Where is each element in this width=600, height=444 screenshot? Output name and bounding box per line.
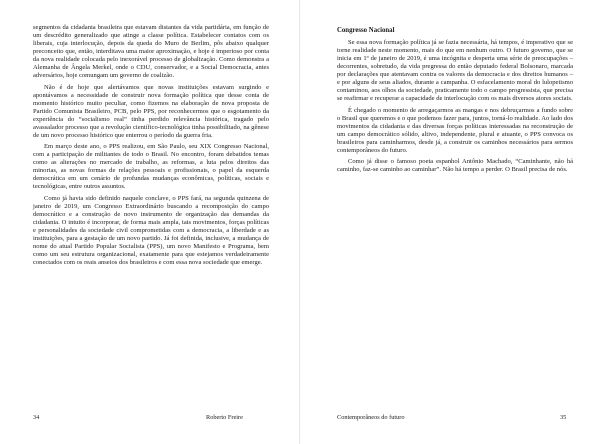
- left-paragraph-1: segmentos da cidadania brasileira que estavam distantes da vida partidária, em função de um descrédito generalizado que atinge a classe política. Estabelecer contatos com os liberais, cuja interlocução, depois da queda do Muro de Berlim, pôs abaixo qualquer preconceito que, então, interditava uma maior aproximação, e hoje é imperioso por conta da nova realidade colocada pelo inexorável processo de globalização. Como demonstra a Alemanha de Ângela Merkel, onde o CDU, conservador, e a Social Democracia, antes adversários, hoje comungam um governo de coalizão.: [33, 24, 269, 80]
- right-running-head: Contemporâneos do futuro: [337, 414, 405, 421]
- left-page-number: 34: [33, 414, 40, 421]
- left-paragraph-4: Como já havia sido definido naquele conclave, o PPS fará, na segunda quinzena de janeiro de 2019, um Congresso Extraordinário buscando a recomposição do campo democrático e a construção de novo instrumento de organização das demandas da cidadania. O intuito é incorporar, de forma mais ampla, tais movimentos, forças políticas e personalidades da sociedade civil comprometidas com a democracia, a liberdade e as instituições, para a gestação de um novo partido. Já foi definida, inclusive, a mudança de nome do atual Partido Popular Socialista (PPS), um novo Manifesto e Programa, bem como um seu estrutura organizacional, exatamente para que estejamos verdadeiramente conectados com os reais anseios dos brasileiros e com essa nova sociedade que emerge.: [33, 194, 269, 266]
- right-page-number: 35: [560, 414, 567, 421]
- right-paragraph-2: É chegado o momento de arregaçarmos as mangas e nos debruçarmos a fundo sobre o Brasil que queremos e o que podemos fazer para, juntos, torná-lo realidade. Ao lado dos movimentos da cidadania e das diversas forças políticas interessadas na reconstrução de um campo democrático sólido, altivo, independente, plural e atuante, o PPS convoca os brasileiros para caminharmos, desde já, a construir os caminhos necessários para sermos contemporâneos do futuro.: [337, 106, 573, 154]
- left-paragraph-2: Não é de hoje que alertávamos que novas instituições estavam surgindo e apontávamos a necessidade de construir nova formação política que desse conta de momento histórico muito peculiar, como fizemos na elaboração de nova proposta de Partido Comunista Brasileiro, PCB, pelo PPS, por reconhecermos que o esgotamento da experiência do “socialismo real” tinha perdido relevância histórica, tragado pelo avassalador processo que a revolução científico-tecnológica tinha possibilitado, na gênese de um novo processo histórico que enterrou o período da guerra fria.: [33, 83, 269, 139]
- left-running-head: Roberto Freire: [206, 414, 243, 421]
- section-heading: Congresso Nacional: [337, 27, 395, 34]
- right-paragraph-3: Como já disse o famoso poeta espanhol Antônio Machado, “Caminhante, não há caminho, faz-se caminho ao caminhar”. Não há tempo a perder. O Brasil precisa de nós.: [337, 158, 573, 174]
- left-paragraph-3: Em março deste ano, o PPS realizou, em São Paulo, seu XIX Congresso Nacional, com a participação de militantes de todo o Brasil. No encontro, foram debatidos temas como as alterações no mercado de trabalho, as reformas, a luta pelos direitos das minorias, as novas formas de relações pessoais e profissionais, o papel da esquerda democrática em um cenário de profundas mudanças econômicas, políticas, sociais e tecnológicas, entre outros assuntos.: [33, 143, 269, 191]
- right-page-body: [337, 24, 573, 177]
- right-paragraph-1: Se essa nova formação política já se fazia necessária, há tempos, é imperativo que se torne realidade neste momento, mais do que em nenhum outro. O futuro governo, que se inicia em 1º de janeiro de 2019, é uma incógnita e desperta uma série de preocupações – decorrentes, sobretudo, da vida pregressa do então deputado federal Bolsonaro, marcada por declarações que atentavam contra os valores da democracia e dos direitos humanos – e por alguns de seus aliados, durante a campanha. O esfacelamento moral do lulopetismo contaminou, aos olhos da sociedade, praticamente todo o campo progressista, que precisa se reafirmar e recuperar a capacidade de interlocução com os mais diversos atores sociais.: [337, 39, 573, 103]
